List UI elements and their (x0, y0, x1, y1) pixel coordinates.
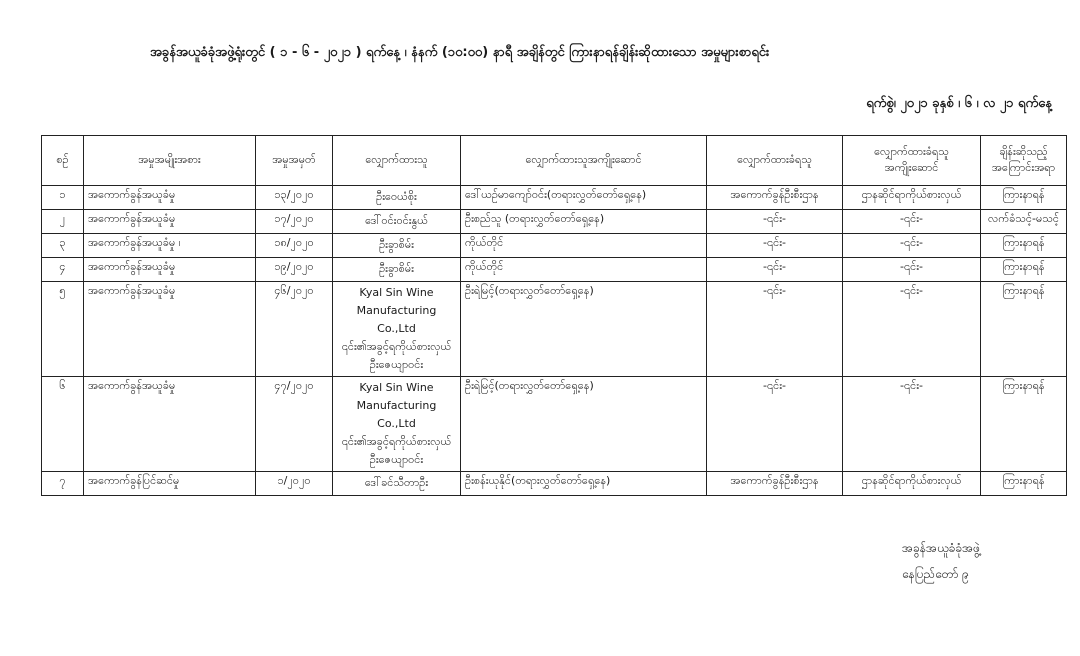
cell-applicant (333, 210, 461, 234)
document-title: အခွန်အယူခံခုံအဖွဲ့ရုံးတွင် ( ၁ - ၆ - ၂၀၂၁ ) ရက်နေ့ ၊ နံနက် (၁၀:၀၀) နာရီ အချိန်တွင် ကြားနာရန်ချိန်းဆိုထားသော အမှုများစာရင်း (150, 45, 770, 60)
applicant-line: ဦးခွာစိမ်း (379, 238, 414, 251)
cell-applicant-agent: ဦးစည်သူ (တရားလွှတ်တော်ရှေ့နေ) (461, 210, 707, 234)
cell-type: အကောက်ခွန်အယူခံမှု (84, 258, 256, 282)
cell-no: ၆ (42, 377, 84, 472)
cell-respondent-agent: -၎င်း- (843, 282, 981, 377)
cell-case-no: ၁၇/၂၀၂၀ (256, 210, 333, 234)
cell-case-no: ၄၆/၂၀၂၀ (256, 282, 333, 377)
column-header: လျှောက်ထားခံရသူ အကျိုးဆောင် (843, 136, 981, 186)
cell-respondent: -၎င်း- (707, 234, 843, 258)
cell-case-no: ၄၇/၂၀၂၀ (256, 377, 333, 472)
cell-respondent: -၎င်း- (707, 282, 843, 377)
table-row (42, 210, 1067, 234)
footer-location: နေပြည်တော် ၉ (901, 567, 969, 581)
cell-respondent-agent: ဌာနဆိုင်ရာကိုယ်စားလှယ် (843, 472, 981, 496)
applicant-line: ဒေါ်ခင်သီတာဦး (364, 476, 429, 489)
applicant-line: ဦးဝေယံစိုး (376, 190, 417, 203)
cell-applicant-agent: ကိုယ်တိုင် (461, 234, 707, 258)
cell-case-no: ၁/၂၀၂၀ (256, 472, 333, 496)
cell-applicant (333, 472, 461, 496)
column-header: အမှုအမျိုးအစား (84, 136, 256, 186)
cell-no: ၃ (42, 234, 84, 258)
table-row (42, 186, 1067, 210)
cell-purpose: ကြားနာရန် (981, 234, 1067, 258)
cell-case-no: ၁၉/၂၀၂၀ (256, 258, 333, 282)
applicant-line: Kyal Sin Wine (359, 286, 434, 299)
cell-applicant (333, 377, 461, 472)
table-row (42, 472, 1067, 496)
table-row (42, 282, 1067, 377)
applicant-line: Manufacturing Co.,Ltd (356, 304, 437, 335)
table-row (42, 234, 1067, 258)
cell-respondent: အကောက်ခွန်ဦးစီးဌာန (707, 472, 843, 496)
column-header: လျှောက်ထားသူအကျိုးဆောင် (461, 136, 707, 186)
cell-type: အကောက်ခွန်အယူခံမှု ၊ (84, 234, 256, 258)
cell-case-no: ၁၈/၂၀၂၀ (256, 234, 333, 258)
applicant-line: Kyal Sin Wine (359, 381, 434, 394)
cell-purpose: လက်ခံသင့်-မသင့် (981, 210, 1067, 234)
applicant-line: ဦးခွာစိမ်း (379, 262, 414, 275)
cell-applicant (333, 258, 461, 282)
cell-respondent: -၎င်း- (707, 258, 843, 282)
cell-applicant-agent: ကိုယ်တိုင် (461, 258, 707, 282)
cell-no: ၅ (42, 282, 84, 377)
cell-respondent-agent: -၎င်း- (843, 210, 981, 234)
cell-type: အကောက်ခွန်အယူခံမှု (84, 186, 256, 210)
cell-applicant-agent: ဒေါ်ယဉ်မာကျော်ဝင်း(တရားလွှတ်တော်ရှေ့နေ) (461, 186, 707, 210)
table-row (42, 258, 1067, 282)
cell-applicant-agent: ဦးရဲမြင့်(တရားလွှတ်တော်ရှေ့နေ) (461, 377, 707, 472)
applicant-line: ၎င်း၏အခွင့်ရကိုယ်စားလှယ် (341, 435, 452, 448)
document-date: ရက်စွဲ၊ ၂၀၂၁ ခုနှစ် ၊ ၆ ၊ လ ၂၁ ရက်နေ့ (866, 96, 1052, 111)
applicant-line: ဒေါ်ဝင်းဝင်းနွယ် (365, 214, 428, 227)
applicant-line: ဦးဇေယျာဝင်း (369, 453, 424, 466)
column-header: ချိန်းဆိုသည့် အကြောင်းအရာ (981, 136, 1067, 186)
table-row (42, 377, 1067, 472)
signature-block (902, 535, 980, 587)
cell-type: အကောက်ခွန်ပြင်ဆင်မှု (84, 472, 256, 496)
cell-no: ၄ (42, 258, 84, 282)
column-header: လျှောက်ထားခံရသူ (707, 136, 843, 186)
cell-respondent: အကောက်ခွန်ဦးစီးဌာန (707, 186, 843, 210)
cell-respondent: -၎င်း- (707, 377, 843, 472)
column-header: စဉ် (42, 136, 84, 186)
cell-applicant (333, 186, 461, 210)
applicant-line: ဦးဇေယျာဝင်း (369, 358, 424, 371)
cell-no: ၂ (42, 210, 84, 234)
cell-respondent-agent: -၎င်း- (843, 234, 981, 258)
cell-type: အကောက်ခွန်အယူခံမှု (84, 282, 256, 377)
cell-no: ၇ (42, 472, 84, 496)
cell-purpose: ကြားနာရန် (981, 472, 1067, 496)
cell-no: ၁ (42, 186, 84, 210)
cell-respondent-agent: -၎င်း- (843, 258, 981, 282)
table-header-row (42, 136, 1067, 186)
cell-respondent: -၎င်း- (707, 210, 843, 234)
column-header: လျှောက်ထားသူ (333, 136, 461, 186)
cell-purpose: ကြားနာရန် (981, 258, 1067, 282)
cell-applicant (333, 282, 461, 377)
cell-purpose: ကြားနာရန် (981, 282, 1067, 377)
cell-case-no: ၁၃/၂၀၂၀ (256, 186, 333, 210)
cell-purpose: ကြားနာရန် (981, 186, 1067, 210)
cell-type: အကောက်ခွန်အယူခံမှု (84, 210, 256, 234)
footer-org: အခွန်အယူခံခုံအဖွဲ့ (901, 541, 980, 555)
applicant-line: Manufacturing Co.,Ltd (356, 399, 437, 430)
hearing-schedule-table (41, 135, 1067, 496)
cell-applicant (333, 234, 461, 258)
cell-purpose: ကြားနာရန် (981, 377, 1067, 472)
column-header: အမှုအမှတ် (256, 136, 333, 186)
cell-respondent-agent: -၎င်း- (843, 377, 981, 472)
cell-respondent-agent: ဌာနဆိုင်ရာကိုယ်စားလှယ် (843, 186, 981, 210)
cell-type: အကောက်ခွန်အယူခံမှု (84, 377, 256, 472)
cell-applicant-agent: ဦးရဲမြင့်(တရားလွှတ်တော်ရှေ့နေ) (461, 282, 707, 377)
applicant-line: ၎င်း၏အခွင့်ရကိုယ်စားလှယ် (341, 340, 452, 353)
cell-applicant-agent: ဦးစန်းယုနိုင်(တရားလွှတ်တော်ရှေ့နေ) (461, 472, 707, 496)
